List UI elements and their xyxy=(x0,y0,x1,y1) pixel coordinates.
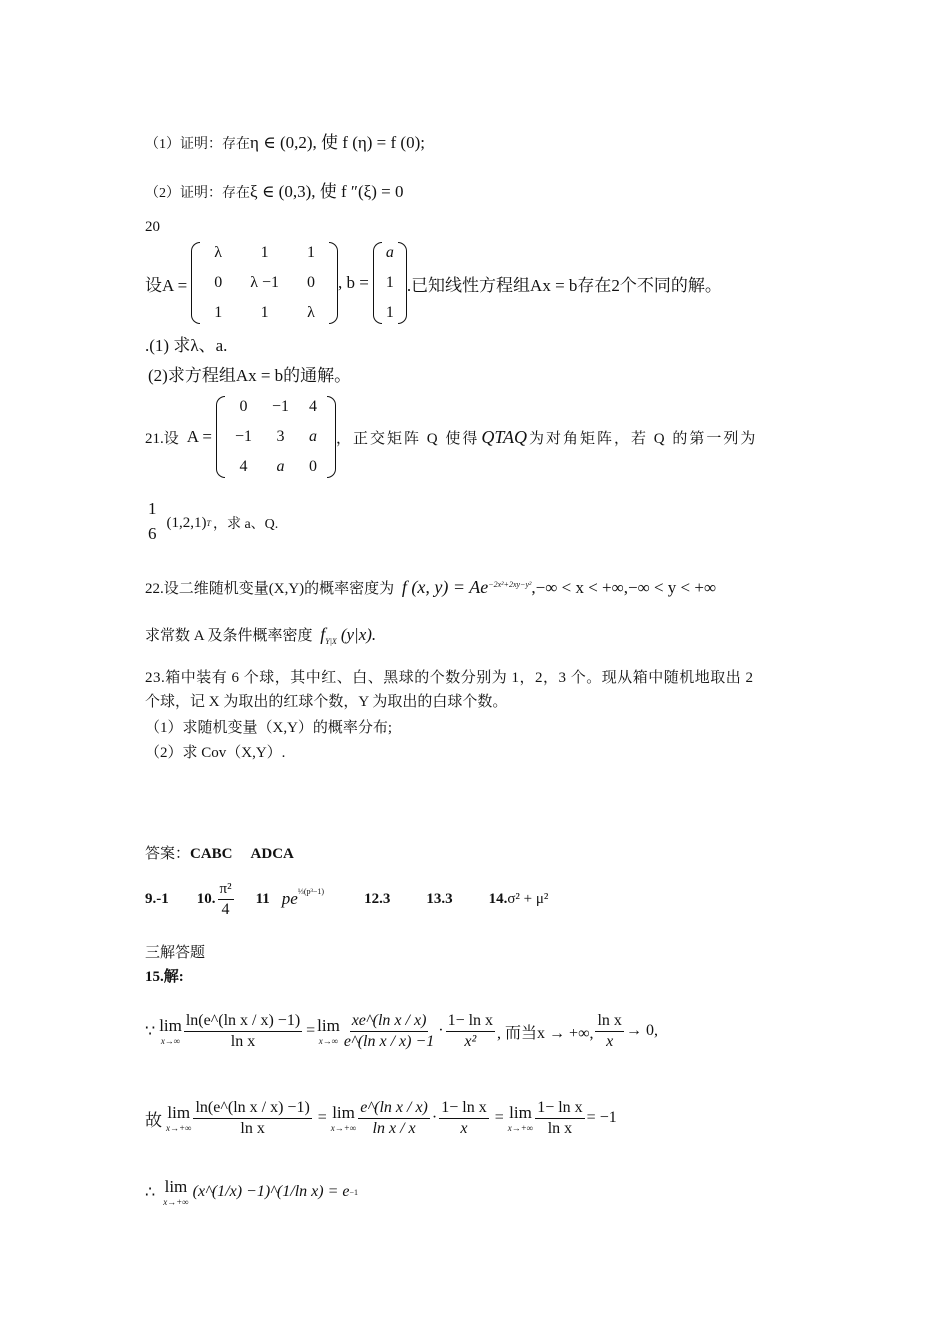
q19-part1-math: η ∈ (0,2), 使 f (η) = f (0); xyxy=(250,133,425,152)
q22-density: f (x, y) = Ae xyxy=(401,577,489,597)
lim-sub: x→∞ xyxy=(160,1036,181,1046)
line1-end: → 0, xyxy=(625,1022,658,1039)
matrix-cell: a xyxy=(276,458,285,475)
limit xyxy=(159,1016,182,1046)
q21-vec: (1,2,1) xyxy=(166,514,207,531)
frac-num: e^(ln x / x) xyxy=(358,1098,430,1119)
lim-sub: x→+∞ xyxy=(166,1123,192,1133)
line3-exp: −1 xyxy=(349,1187,358,1197)
matrix-cell: a xyxy=(309,428,318,445)
q21-frac xyxy=(148,498,157,548)
answers-choice2: ADCA xyxy=(250,846,294,862)
matrix-cell: 3 xyxy=(276,428,285,445)
answer-13: 13.3 xyxy=(426,890,453,907)
frac-num: 1− ln x xyxy=(535,1098,584,1119)
answers-line xyxy=(145,842,294,863)
frac-den: ln x xyxy=(230,1032,256,1050)
frac-num: xe^(ln x / x) xyxy=(350,1011,429,1032)
lim-text: lim xyxy=(509,1103,532,1122)
frac-den: ln x xyxy=(547,1119,573,1137)
answer-10-num: π² xyxy=(218,879,234,900)
frac-num: ln(e^(ln x / x) −1) xyxy=(184,1011,302,1032)
matrix-right-bracket xyxy=(329,242,338,324)
q22-line1 xyxy=(145,577,716,598)
answer-10-label: 10. xyxy=(196,890,216,907)
answer-14-label: 14. xyxy=(488,890,508,907)
therefore-word: 故 xyxy=(145,1110,162,1130)
hence-symbol: ∴ xyxy=(145,1184,156,1201)
q20-mid: , b = xyxy=(337,273,369,292)
matrix-cell: 4 xyxy=(239,458,248,475)
answer-14-val: σ² + μ² xyxy=(507,890,549,907)
q23-part1: （1）求随机变量（X,Y）的概率分布; xyxy=(145,720,393,736)
lim-text: lim xyxy=(159,1016,182,1035)
answer-10-frac xyxy=(218,879,234,920)
frac-den: x² xyxy=(464,1032,477,1050)
q15-label: 15.解: xyxy=(145,969,184,985)
solution-line2: 故 lim x→+∞ $\frac{\text{ln(e\textasciicircum{}(ln x / x) −1)}}{\text{ln x}}$ = lim x→+∞ $\frac{\text{e\textasciicircum{}(ln x / x)}}{\text{ln x / x}}$ · $\frac{\text{1− ln x}}{x}$ = lim x→+∞ $\frac{\text{1− ln x}}{\text{ln x}}$ = −1 xyxy=(145,1098,617,1137)
q20-vector-b xyxy=(382,238,398,328)
frac-den: x xyxy=(460,1119,468,1137)
q22-ask: 求常数 A 及条件概率密度 xyxy=(145,628,313,644)
q22-intro: 22.设二维随机变量(X,Y)的概率密度为 xyxy=(145,581,395,597)
q23-line1: 23.箱中装有 6 个球，其中红、白、黑球的个数分别为 1，2，3 个。现从箱中随机地取出 2 xyxy=(145,670,754,686)
answer-12: 12.3 xyxy=(364,890,391,907)
frac-num: ln x xyxy=(595,1011,623,1032)
fraction xyxy=(595,1011,623,1052)
lim-sub: x→+∞ xyxy=(507,1123,534,1133)
q22-range: ,−∞ < x < +∞,−∞ < y < +∞ xyxy=(531,578,717,597)
fraction xyxy=(193,1098,311,1139)
q20-matrix-a xyxy=(200,238,329,328)
matrix-left-bracket xyxy=(216,396,225,478)
fraction xyxy=(358,1098,430,1139)
q21-vec-sup: T xyxy=(206,518,211,528)
matrix-cell: 0 xyxy=(309,458,318,475)
lim-sub: x→+∞ xyxy=(330,1123,357,1133)
vector-right-bracket xyxy=(398,242,407,324)
q21-statement xyxy=(145,393,757,481)
answer-9: 9.-1 xyxy=(145,890,169,907)
answer-11-label: 11 xyxy=(255,890,270,907)
line1-tail: , 而当x → +∞, xyxy=(497,1024,594,1042)
frac-num: 1− ln x xyxy=(446,1011,495,1032)
frac-den: e^(ln x / x) −1 xyxy=(343,1032,435,1050)
frac-den: ln x / x xyxy=(372,1119,416,1137)
fraction xyxy=(184,1011,302,1052)
q21-tail: ，求 a、Q. xyxy=(212,517,279,532)
q21-a-eq: A = xyxy=(186,427,212,446)
matrix-cell: 0 xyxy=(239,398,248,415)
answer-11-exp: ⅓(p³−1) xyxy=(297,886,325,896)
vector-cell: 1 xyxy=(385,304,394,321)
matrix-cell: 1 xyxy=(260,244,269,261)
answer-11-val: pe xyxy=(281,889,298,908)
solution-line3 xyxy=(145,1172,358,1212)
q21-qtaq: QTAQ xyxy=(481,426,528,447)
q22-line2 xyxy=(145,624,376,646)
frac-den: ln x xyxy=(240,1119,265,1137)
matrix-cell: λ xyxy=(214,244,223,261)
fraction xyxy=(439,1098,488,1139)
lim-text: lim xyxy=(164,1177,188,1196)
because-symbol: ∵ xyxy=(145,1023,156,1040)
frac-den: x xyxy=(606,1032,614,1050)
vector-cell: 1 xyxy=(385,274,394,291)
fraction xyxy=(535,1098,584,1139)
q20-statement xyxy=(145,240,722,326)
q21-prefix: 21.设 xyxy=(145,430,179,447)
line3-expr: (x^(1/x) −1)^(1/ln x) = e xyxy=(192,1183,350,1200)
limit xyxy=(163,1177,188,1207)
matrix-cell: 1 xyxy=(306,244,315,261)
q22-cond-arg: (y|x). xyxy=(340,625,377,644)
q20-text: .已知线性方程组Ax = b存在2个不同的解。 xyxy=(406,275,722,295)
matrix-cell: 1 xyxy=(260,304,269,321)
q19-part1-label: （1）证明：存在 xyxy=(145,137,250,152)
matrix-cell: 4 xyxy=(309,398,318,415)
q19-part2 xyxy=(145,177,403,202)
lim-sub: x→+∞ xyxy=(163,1197,189,1207)
matrix-cell: −1 xyxy=(234,428,252,445)
solution-line1: ∵ lim x→∞ $\frac{\text{ln(e\textasciicircum{}(ln x / x) −1)}}{\text{ln x}}$ = lim x→∞ $\frac{\text{xe\textasciicircum{}(ln x / x)}}{\text{e\textasciicircum{}(ln x / x) −1}}$ · $\frac{\text{1− ln x}}{\text{x²}}$ , 而当x → +∞, $\frac{\text{ln x}}{x}$ → 0, xyxy=(145,1011,658,1050)
matrix-cell: λ −1 xyxy=(250,274,279,291)
q21-frac-den: 6 xyxy=(148,524,157,543)
q23-part2: （2）求 Cov（X,Y）. xyxy=(145,745,286,761)
q21-vector-line xyxy=(148,498,278,548)
q19-part2-math: ξ ∈ (0,3), 使 f ″(ξ) = 0 xyxy=(250,182,404,201)
q20-prefix: 设A = xyxy=(145,275,188,295)
limit xyxy=(317,1016,340,1046)
q20-part1: .(1) 求λ、a. xyxy=(145,336,228,355)
matrix-cell: λ xyxy=(307,304,315,321)
q23-line2: 个球，记 X 为取出的红球个数，Y 为取出的白球个数。 xyxy=(145,694,508,710)
q22-cond: f xyxy=(320,624,326,644)
q21-matrix-a xyxy=(225,392,327,482)
answers-fill-line xyxy=(145,876,548,922)
frac-num: 1− ln x xyxy=(439,1098,488,1119)
q21-frac-num: 1 xyxy=(148,499,157,518)
lim-sub: x→∞ xyxy=(318,1036,339,1046)
line2-end: = −1 xyxy=(586,1109,617,1126)
vector-left-bracket xyxy=(373,242,382,324)
q19-part1 xyxy=(145,128,425,153)
matrix-cell: −1 xyxy=(271,398,290,415)
q21-text: ，正交矩阵 Q 使得 xyxy=(336,430,480,447)
limit xyxy=(331,1103,356,1133)
matrix-cell: 1 xyxy=(214,304,223,321)
q20-number: 20 xyxy=(145,219,160,235)
q22-cond-sub: Y|X xyxy=(325,637,337,646)
q20-part2: (2)求方程组Ax = b的通解。 xyxy=(148,366,352,385)
fraction xyxy=(446,1011,495,1052)
q19-part2-label: （2）证明：存在 xyxy=(145,186,250,201)
section-title: 三解答题 xyxy=(145,945,206,961)
fraction xyxy=(342,1011,436,1052)
matrix-cell: 0 xyxy=(306,274,315,291)
frac-num: ln(e^(ln x / x) −1) xyxy=(193,1098,311,1119)
matrix-right-bracket xyxy=(327,396,336,478)
q21-text2: 为对角矩阵，若 Q 的第一列为 xyxy=(529,430,758,447)
lim-text: lim xyxy=(332,1103,355,1122)
answer-10-den: 4 xyxy=(221,900,230,918)
lim-text: lim xyxy=(317,1016,340,1035)
limit xyxy=(166,1103,191,1133)
vector-cell: a xyxy=(385,244,394,261)
q22-exponent: −2x²+2xy−y² xyxy=(488,580,532,589)
matrix-left-bracket xyxy=(191,242,200,324)
lim-text: lim xyxy=(167,1103,191,1122)
answers-label: 答案： xyxy=(145,846,191,862)
answers-choice1: CABC xyxy=(190,846,233,862)
limit xyxy=(508,1103,533,1133)
matrix-cell: 0 xyxy=(214,274,223,291)
